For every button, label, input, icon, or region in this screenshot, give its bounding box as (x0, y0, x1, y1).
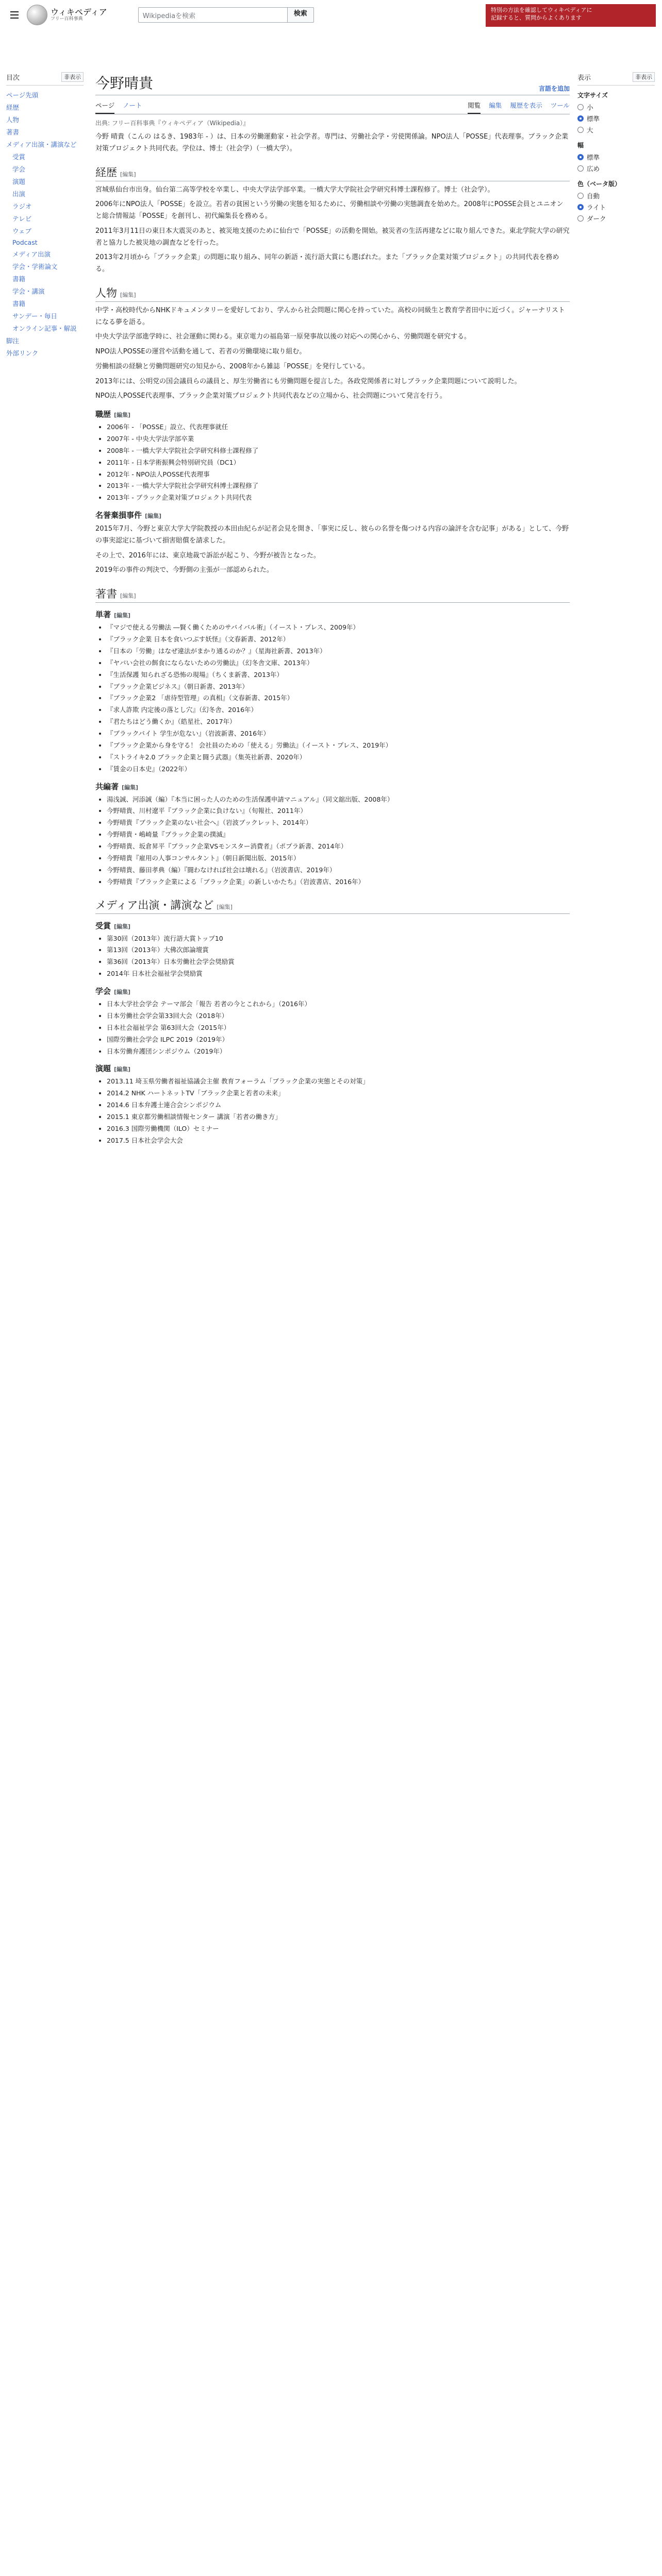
color-dark-option[interactable] (577, 213, 655, 224)
toc-item[interactable]: 学会・学術論文 (12, 263, 58, 270)
toc-item[interactable]: 学会・講演 (12, 287, 45, 295)
list-item: • 『君たちはどう働くか』（皓星社、2017年） (107, 716, 570, 727)
width-standard-option[interactable] (577, 151, 655, 163)
list-item: • 今野晴貴、坂倉昇平『ブラック企業VSモンスター消費者』（ポプラ新書、2014年） (107, 841, 570, 852)
appearance-panel (577, 72, 655, 224)
text-size-standard-option[interactable] (577, 113, 655, 124)
width-wide-option[interactable] (577, 163, 655, 174)
subsection-heading-conf (95, 986, 570, 996)
list-item: • 2014年 日本社会福祉学会奨励賞 (107, 968, 570, 979)
toc-item[interactable]: 脚注 (6, 337, 20, 345)
subsection-heading-single (95, 609, 570, 620)
edit-link[interactable]: [編集] (122, 784, 139, 791)
appearance-title-row (577, 72, 655, 86)
list-item: • 2013年 - ブラック企業対策プロジェクト共同代表 (107, 492, 570, 503)
joint-works-list (95, 794, 570, 888)
single-works-list (95, 622, 570, 774)
edit-link[interactable]: [編集] (114, 412, 131, 418)
section-heading-media (95, 897, 570, 914)
section-heading-person (95, 285, 570, 302)
heading-text: 単著 (95, 610, 111, 620)
toc-item[interactable]: サンデー・毎日 (12, 312, 57, 320)
paragraph: 2011年3月11日の東日本大震災のあと、被災地支援のために仙台で「POSSE」の活動を開始。被災者の生活再建などに取り組んできた。東北学院大学の研究者と協力した被災地の調査などを行った。 (95, 227, 570, 247)
list-item: • 『ブラック企業2 「虐待型管理」の真相』（文春新書、2015年） (107, 692, 570, 704)
list-item: • 2012年 - NPO法人POSSE代表理事 (107, 469, 570, 480)
heading-text: 名誉棄損事件 (95, 511, 142, 520)
subsection-heading-lectures (95, 1063, 570, 1074)
color-light-option[interactable] (577, 201, 655, 213)
list-item: • 日本労働社会学会第33回大会（2018年） (107, 1010, 570, 1022)
list-item: • 『日本の「労働」はなぜ違法がまかり通るのか？』（星海社新書、2013年） (107, 646, 570, 657)
option-label: 標準 (587, 154, 600, 161)
toc-item[interactable]: 演題 (12, 178, 26, 185)
tab-talk[interactable]: ノート (123, 101, 142, 109)
toc-item[interactable]: 受賞 (12, 153, 26, 161)
intro-paragraph: 今野 晴貴（こんの はるき、1983年 - ）は、日本の労働運動家・社会学者。専門は、労働社会学・労使関係論。NPO法人「POSSE」代表理事。ブラック企業対策プロジェクト共同代表。学位は、博士（社会学）（一橋大学）。 (95, 133, 569, 152)
section-heading-career (95, 164, 570, 181)
list-item: • 『ブラック企業 日本を食いつぶす妖怪』（文春新書、2012年） (107, 634, 570, 645)
toc-item[interactable]: ウェブ (12, 227, 32, 235)
list-item: • 2011年 - 日本学術振興会特別研究員（DC1） (107, 457, 570, 468)
heading-text: 受賞 (95, 921, 111, 930)
language-button[interactable]: 言語を追加 (538, 85, 570, 92)
edit-link[interactable]: [編集] (114, 923, 131, 930)
globe-icon (27, 5, 47, 25)
tab-article[interactable]: ページ (95, 97, 114, 114)
list-item: • 『ヤバい会社の餌食にならないための労働法』（幻冬舎文庫、2013年） (107, 657, 570, 669)
search-form (138, 7, 314, 23)
section-heading-incident (95, 510, 570, 520)
list-item: • 2016.3 国際労働機関（ILO）セミナー (107, 1123, 570, 1134)
heading-text: 著書 (95, 588, 117, 601)
paragraph: 宮城県仙台市出身。仙台第二高等学校を卒業し、中央大学法学部卒業。一橋大学大学院社会学研究科博士課程修了。博士（社会学）。 (95, 185, 494, 194)
list-item: • 2014.6 日本弁護士連合会シンポジウム (107, 1099, 570, 1111)
header (0, 0, 662, 30)
toc-item[interactable]: メディア出演・講演など (6, 141, 77, 148)
option-label: 自動 (587, 192, 600, 200)
paragraph: 中央大学法学部進学時に、社会運動に関わる。東京電力の福島第一原発事故以後の対応への関心から、労働問題を研究する。 (95, 333, 471, 341)
list-item: • 第30回（2013年）流行語大賞トップ10 (107, 933, 570, 944)
text-size-large-option[interactable] (577, 124, 655, 135)
toc-item[interactable]: 書籍 (12, 275, 26, 283)
list-item: • 『賃金の日本史』（2022年） (107, 764, 570, 775)
toc-item[interactable]: 経歴 (6, 104, 20, 111)
toc-title: 目次 (6, 74, 20, 82)
search-input[interactable]: Wikipediaを検索 (138, 7, 288, 23)
edit-link[interactable]: [編集] (114, 612, 131, 619)
list-item: • 2006年 - 「POSSE」設立、代表理事就任 (107, 421, 570, 433)
appearance-hide-button[interactable]: 非表示 (633, 72, 655, 82)
option-label: 標準 (587, 115, 600, 123)
option-label: 大 (587, 126, 593, 134)
toc-hide-button[interactable]: 非表示 (61, 72, 84, 82)
list-item: • 2007年 - 中央大学法学部卒業 (107, 433, 570, 445)
paragraph: NPO法人POSSE代表理事、ブラック企業対策プロジェクト共同代表などの立場から、社会問題について発言を行う。 (95, 392, 446, 400)
paragraph: 2013年2月頃から「ブラック企業」の問題に取り組み、同年の新語・流行語大賞にも選ばれた。また「ブラック企業対策プロジェクト」の共同代表を務める。 (95, 253, 559, 273)
radio-icon (577, 193, 584, 199)
list-item: • 今野晴貴、藤田孝典（編）『闘わなければ社会は壊れる』（岩波書店、2019年） (107, 865, 570, 876)
tab-tools[interactable]: ツール (550, 101, 570, 109)
option-label: 小 (587, 104, 593, 111)
edit-link[interactable]: [編集] (145, 513, 162, 520)
paragraph: NPO法人POSSEの運営や活動を通して、若者の労働環境に取り組む。 (95, 348, 306, 355)
edit-link[interactable]: [編集] (114, 1066, 131, 1073)
honors-list (95, 421, 570, 503)
list-item: • 日本労働弁護団シンポジウム（2019年） (107, 1046, 570, 1057)
list-item: • 日本大学社会学会 テーマ部会「報告 若者の今とこれから」（2016年） (107, 998, 570, 1010)
paragraph: 2015年7月、今野と東京大学大学院教授の本田由紀らが記者会見を開き、「事実に反し、彼らの名誉を傷つける内容の論評を含む記事」がある」として、今野の事実認定に基づいて損害賠償を請求した。 (95, 525, 569, 545)
toc-item[interactable]: オンライン記事・解説 (12, 325, 77, 332)
text-size-small-option[interactable] (577, 101, 655, 113)
list-item: • 『マジで使える労働法 ―賢く働くためのサバイバル術』（イースト・プレス、2009年） (107, 622, 570, 633)
edit-link[interactable]: [編集] (120, 291, 136, 298)
page-tabs (95, 97, 570, 114)
list-item: • 第13回（2013年）大佛次郎論壇賞 (107, 944, 570, 956)
section-heading-works (95, 586, 570, 603)
toc-item[interactable]: 外部リンク (6, 349, 39, 357)
radio-selected-icon (577, 204, 584, 210)
heading-text: メディア出演・講演など (95, 899, 214, 911)
banner-line-2: 記録すると、質問からよくあります (491, 14, 582, 22)
list-item: • 『生活保護 知られざる恐怖の現場』（ちくま新書、2013年） (107, 669, 570, 681)
subsection-heading-awards (95, 920, 570, 931)
menu-icon[interactable] (6, 7, 23, 23)
toc-item[interactable]: 学会 (12, 165, 26, 173)
edit-link[interactable]: [編集] (120, 171, 136, 178)
heading-text: 共編著 (95, 782, 119, 791)
edit-link[interactable]: [編集] (217, 903, 233, 910)
subsection-heading-joint (95, 781, 570, 792)
main-content (95, 72, 570, 1147)
color-label: 色（ベータ版） (577, 180, 621, 188)
radio-selected-icon (577, 115, 584, 122)
appearance-title: 表示 (577, 74, 591, 82)
toc-item[interactable]: ラジオ (12, 202, 32, 210)
logo-subtitle: フリー百科事典 (51, 16, 83, 22)
list-item: • 2015.1 東京都労働相談情報センター 講演「若者の働き方」 (107, 1111, 570, 1123)
toc-sidebar (6, 72, 84, 359)
list-item: • 今野晴貴『ブラック企業のない社会へ』（岩波ブックレット、2014年） (107, 817, 570, 828)
heading-text: 職歴 (95, 410, 111, 419)
paragraph: 2006年にNPO法人「POSSE」を設立。若者の貧困という労働の実態を知るために、労働相談や労働の実態調査を始めた。2008年にPOSSE会員とユニオンと総合情報誌「POSSE」を創刊し、初代編集長を務める。 (95, 200, 564, 220)
paragraph: 中学・高校時代からNHKドキュメンタリーを愛好しており、学んから社会問題に関心を持っていた。高校の同級生と教育学者田中に近づく。ジャーナリストになる夢を語る。 (95, 306, 565, 326)
option-label: ダーク (587, 215, 606, 223)
list-item: • 2013年 - 一橋大学大学院社会学研究科博士課程修了 (107, 480, 570, 492)
page-title: 今野晴貴 (95, 75, 154, 92)
option-label: ライト (587, 204, 606, 211)
list-item: • 今野晴貴『ブラック企業による「ブラック企業」の新しいかたち』（岩波書店、2016年） (107, 876, 570, 888)
radio-icon (577, 127, 584, 133)
lectures-list (95, 1076, 570, 1146)
color-auto-option[interactable] (577, 190, 655, 201)
toc-item[interactable]: 出演 (12, 190, 26, 198)
list-item: • 『ストライキ2.0 ブラック企業と闘う武器』（集英社新書、2020年） (107, 752, 570, 763)
tab-edit[interactable]: 編集 (489, 101, 502, 109)
title-row (95, 72, 570, 95)
heading-text: 経歴 (95, 166, 117, 179)
paragraph: 労働相談の経験と労働問題研究の知見から、2008年から雑誌「POSSE」を発行している。 (95, 362, 369, 370)
edit-link[interactable]: [編集] (114, 989, 131, 995)
width-label: 幅 (577, 142, 584, 149)
donation-banner[interactable] (486, 4, 656, 27)
list-item: • 2008年 - 一橋大学大学院社会学研究科修士課程修了 (107, 445, 570, 456)
list-item: • 湯浅誠、河添誠（編）『本当に困った人のための生活保護申請マニュアル』（同文舘出版、2008年） (107, 794, 570, 805)
toc-item[interactable]: 人物 (6, 116, 20, 124)
toc-item[interactable]: メディア出演 (12, 250, 51, 258)
source-note: 出典: フリー百科事典『ウィキペディア（Wikipedia）』 (95, 120, 250, 127)
list-item: • 第36回（2013年）日本労働社会学会奨励賞 (107, 956, 570, 968)
list-item: • 『ブラックバイト 学生が危ない』（岩波新書、2016年） (107, 728, 570, 739)
list-item: • 『ブラック企業から身を守る！ 会社員のための「使える」労働法』（イースト・プレス、2019年） (107, 740, 570, 751)
awards-list (95, 933, 570, 980)
conf-list (95, 998, 570, 1057)
toc-item[interactable]: テレビ (12, 215, 32, 223)
wikipedia-logo[interactable] (27, 5, 107, 25)
list-item: • 日本社会福祉学会 第63回大会（2015年） (107, 1022, 570, 1033)
heading-text: 人物 (95, 286, 117, 299)
radio-icon (577, 165, 584, 172)
list-item: • 『ブラック企業ビジネス』（朝日新書、2013年） (107, 681, 570, 692)
list-item: • 2013.11 埼玉県労働者福祉協議会主催 教育フォーラム「ブラック企業の実態とその対策」 (107, 1076, 570, 1087)
list-item: • 2014.2 NHK ハートネットTV「ブラック企業と若者の未来」 (107, 1088, 570, 1099)
text-size-label: 文字サイズ (577, 92, 608, 99)
option-label: 広め (587, 165, 600, 173)
toc-item[interactable]: 著書 (6, 128, 20, 136)
heading-text: 学会 (95, 987, 111, 996)
search-button[interactable]: 検索 (288, 7, 314, 23)
list-item: • 国際労働社会学会 ILPC 2019（2019年） (107, 1034, 570, 1045)
tab-read[interactable]: 閲覧 (468, 97, 481, 114)
radio-icon (577, 215, 584, 222)
toc-title-row (6, 72, 84, 86)
list-item: • 2017.5 日本社会学会大会 (107, 1135, 570, 1146)
toc-item[interactable]: Podcast (12, 239, 38, 246)
paragraph: 2013年には、公明党の国会議員らの議員と、厚生労働省にも労働問題を提言した。各政党関係者に対しブラック企業問題について説明した。 (95, 377, 521, 385)
list-item: • 今野晴貴『雇用の人事コンサルタント』（朝日新聞出版、2015年） (107, 853, 570, 864)
edit-link[interactable]: [編集] (120, 592, 136, 600)
radio-selected-icon (577, 154, 584, 160)
logo-title: ウィキペディア (51, 7, 107, 18)
list-item: • 『求人詐欺 内定後の落とし穴』（幻冬舎、2016年） (107, 704, 570, 716)
paragraph: その上で、2016年には、東京地裁で訴訟が起こり、今野が被告となった。 (95, 551, 320, 560)
radio-icon (577, 104, 584, 110)
banner-line-1: 特別の方法を確認してウィキペディアに (491, 7, 592, 13)
toc-item[interactable]: ページ先頭 (6, 91, 39, 99)
list-item: • 今野晴貴、川村遼平『ブラック企業に負けない』（旬報社、2011年） (107, 805, 570, 817)
toc-item[interactable]: 書籍 (12, 300, 26, 308)
heading-text: 演題 (95, 1064, 111, 1074)
section-heading-honors (95, 409, 570, 419)
tab-history[interactable]: 履歴を表示 (510, 101, 542, 109)
list-item: • 今野晴貴・嶋崎量『ブラック企業の撲滅』 (107, 829, 570, 840)
paragraph: 2019年の事件の判決で、今野側の主張が一部認められた。 (95, 566, 273, 574)
